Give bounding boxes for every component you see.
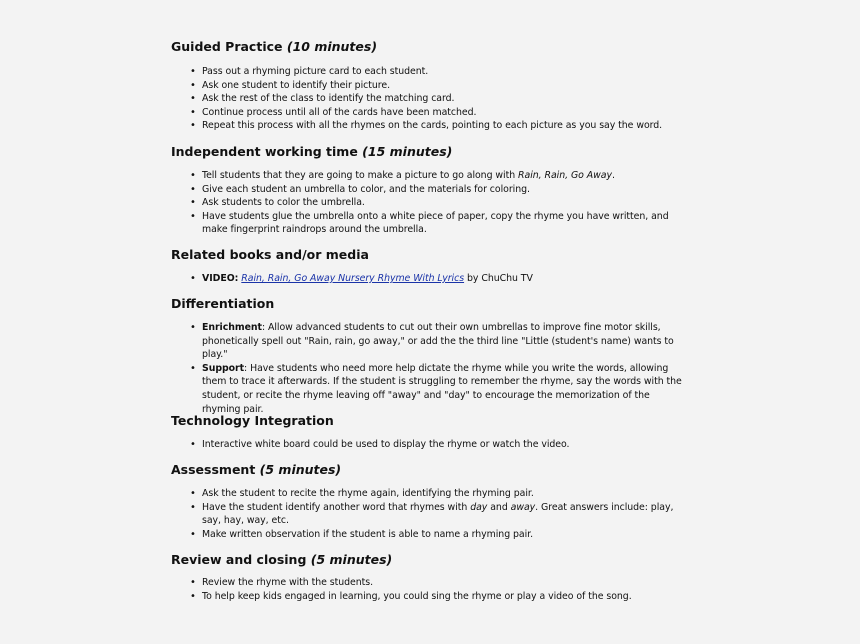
section-heading: Guided Practice (10 minutes) xyxy=(171,39,378,54)
section-technology-integration xyxy=(171,413,701,450)
video-link[interactable]: Rain, Rain, Go Away Nursery Rhyme With Lyrics xyxy=(241,273,465,284)
list-item: • Interactive white board could be used to display the rhyme or watch the video. xyxy=(190,438,690,452)
list-item: • Give each student an umbrella to color, and the materials for coloring. xyxy=(190,183,690,197)
section-heading: Related books and/or media xyxy=(171,247,369,262)
section-assessment xyxy=(171,462,701,540)
section-differentiation xyxy=(171,296,701,415)
list-item: • To help keep kids engaged in learning, you could sing the rhyme or play a video of the song. xyxy=(190,590,690,604)
section-related-media xyxy=(171,247,701,284)
list-item: • VIDEO: Rain, Rain, Go Away Nursery Rhyme With Lyrics by ChuChu TV xyxy=(190,272,690,286)
list-item: • Ask one student to identify their picture. xyxy=(190,79,690,93)
bullet-list xyxy=(190,487,690,541)
list-item: • Ask students to color the umbrella. xyxy=(190,196,690,210)
bullet-list xyxy=(190,65,690,133)
bullet-list xyxy=(190,272,690,286)
list-item: • Support: Have students who need more help dictate the rhyme while you write the words, allowing them to trace it afterwards. If the student is struggling to remember the rhyme, say the words with the student, or recite the rhyme leaving off "away" and "day" to encourage the memorization of the rhyming pair. xyxy=(190,362,690,416)
section-heading: Technology Integration xyxy=(171,413,334,428)
section-independent-working-time xyxy=(171,144,701,236)
bullet-list xyxy=(190,169,690,237)
list-item: • Have students glue the umbrella onto a white piece of paper, copy the rhyme you have written, and make fingerprint raindrops around the umbrella. xyxy=(190,210,690,237)
list-item: • Ask the rest of the class to identify the matching card. xyxy=(190,92,690,106)
list-item: • Enrichment: Allow advanced students to cut out their own umbrellas to improve fine motor skills, phonetically spell out "Rain, rain, go away," or add the the third line "Little (student's name) wants to play." xyxy=(190,321,690,362)
bullet-list xyxy=(190,321,690,416)
list-item: • Tell students that they are going to make a picture to go along with Rain, Rain, Go Away. xyxy=(190,169,690,183)
section-heading: Assessment (5 minutes) xyxy=(171,462,342,477)
bullet-list xyxy=(190,438,690,452)
list-item: • Pass out a rhyming picture card to each student. xyxy=(190,65,690,79)
section-heading: Review and closing (5 minutes) xyxy=(171,552,393,567)
list-item: • Continue process until all of the cards have been matched. xyxy=(190,106,690,120)
list-item: • Review the rhyme with the students. xyxy=(190,576,690,590)
section-heading: Differentiation xyxy=(171,296,275,311)
section-guided-practice xyxy=(171,39,701,132)
list-item: • Ask the student to recite the rhyme again, identifying the rhyming pair. xyxy=(190,487,690,501)
bullet-list xyxy=(190,576,690,603)
list-item: • Have the student identify another word that rhymes with day and away. Great answers include: play, say, hay, way, etc. xyxy=(190,501,690,528)
section-review-closing xyxy=(171,552,701,602)
list-item: • Make written observation if the student is able to name a rhyming pair. xyxy=(190,528,690,542)
list-item: • Repeat this process with all the rhymes on the cards, pointing to each picture as you say the word. xyxy=(190,119,690,133)
section-heading: Independent working time (15 minutes) xyxy=(171,144,453,159)
